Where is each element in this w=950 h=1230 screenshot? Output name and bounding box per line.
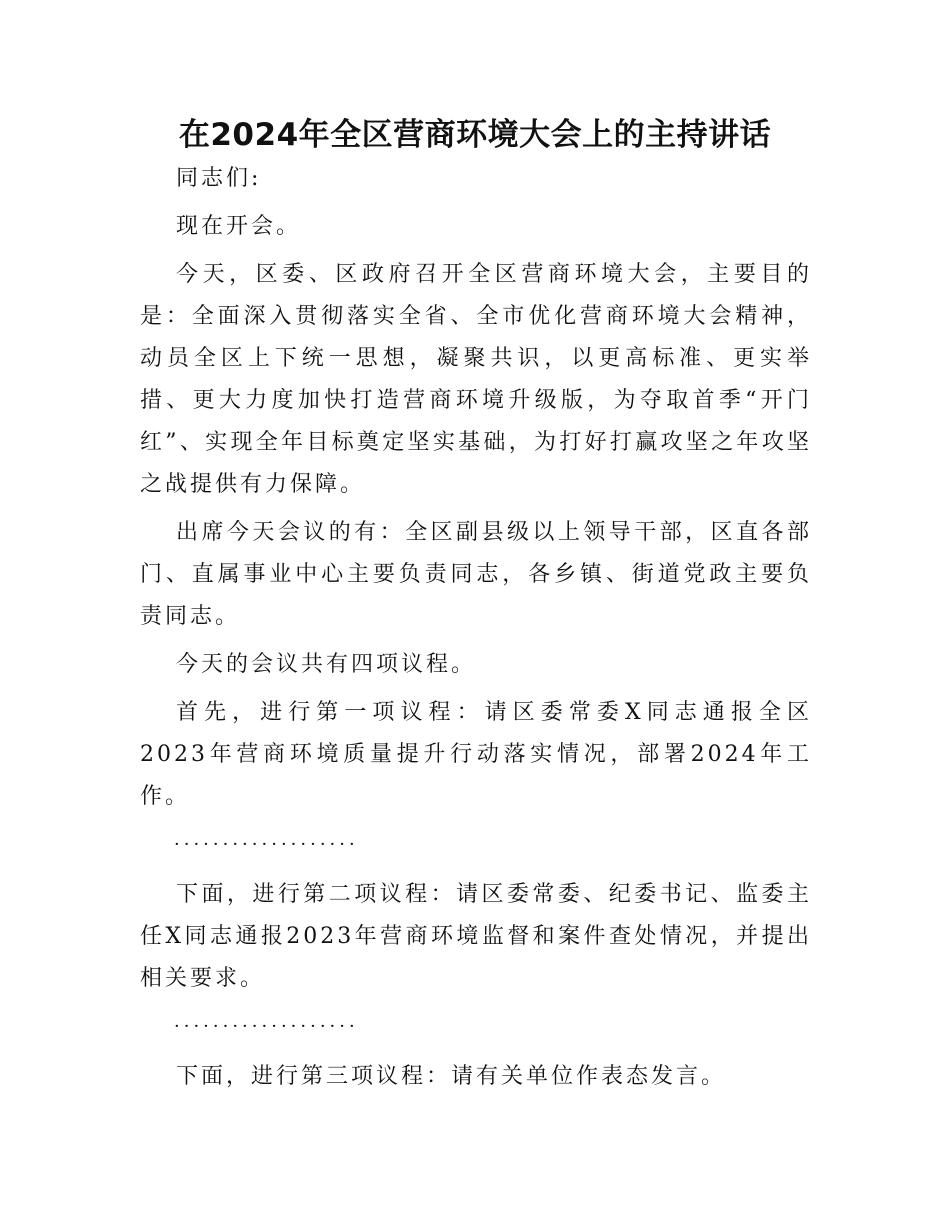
opening-paragraph: 现在开会。	[176, 214, 302, 239]
agenda-item-2-paragraph: 下面，进行第二项议程：请区委常委、纪委书记、监委主任X同志通报2023年营商环境监督和案件查处情况，并提出相关要求。	[140, 882, 812, 991]
document-body	[140, 158, 812, 1104]
agenda-count-paragraph: 今天的会议共有四项议程。	[176, 652, 477, 677]
attendees-paragraph: 出席今天会议的有：全区副县级以上领导干部，区直各部门、直属事业中心主要负责同志，各乡镇、街道党政主要负责同志。	[140, 520, 812, 629]
agenda-item-1-paragraph: 首先，进行第一项议程：请区委常委X同志通报全区2023年营商环境质量提升行动落实情况，部署2024年工作。	[140, 700, 812, 809]
agenda-item-3-paragraph: 下面，进行第三项议程：请有关单位作表态发言。	[176, 1064, 727, 1089]
greeting-paragraph: 同志们:	[176, 166, 262, 191]
ellipsis-separator-1: ···················	[174, 834, 359, 855]
purpose-paragraph: 今天，区委、区政府召开全区营商环境大会，主要目的是：全面深入贯彻落实全省、全市优化营商环境大会精神，动员全区上下统一思想，凝聚共识，以更高标准、更实举措、更大力度加快打造营商环境升级版，为夺取首季“开门红”、实现全年目标奠定坚实基础，为打好打赢攻坚之年攻坚之战提供有力保障。	[140, 262, 812, 497]
ellipsis-separator-2: ···················	[174, 1016, 359, 1037]
document-title: 在2024年全区营商环境大会上的主持讲话	[178, 117, 772, 153]
